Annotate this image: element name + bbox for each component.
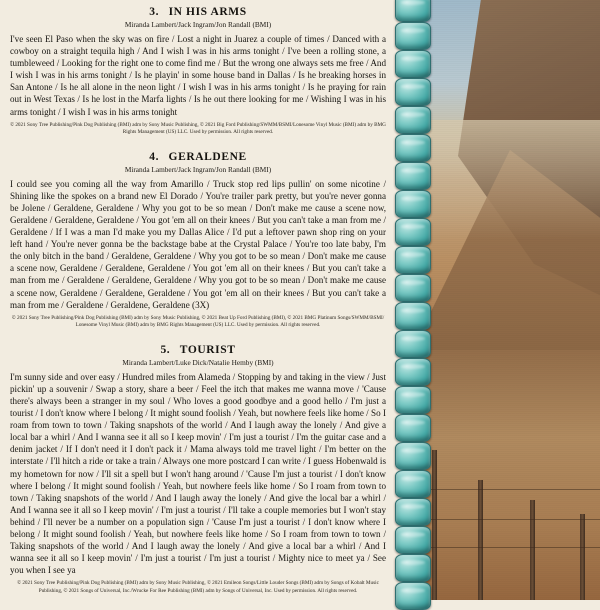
song-number: 3.	[149, 6, 160, 18]
bead	[395, 78, 431, 106]
bead	[395, 50, 431, 78]
song-block-tourist	[10, 344, 386, 596]
bead	[395, 162, 431, 190]
song-lyrics: I've seen El Paso when the sky was on fire / Lost a night in Juarez a couple of times / Danced with a cowboy on a straight tequila high / And I wish I was in his arms tonight / I've been a rolling stone, a tumbleweed / Looking for the right one to come find me / But the wrong one always sets me free / And I wish I was in his arms tonight / Is he playin' in some house band in Dallas / Is he breaking horses in San Antone / Is he all alone in the neon light / I wish I was in his arms tonight / Is he praying for rain out in West Texas / Is he lost in the Marfa lights / Is he out there looking for me / Wishing I was in his arms tonight / I wish I was in his arms tonight	[10, 34, 386, 117]
bead	[395, 134, 431, 162]
bead	[395, 190, 431, 218]
bead	[395, 274, 431, 302]
song-block-geraldene	[10, 151, 386, 330]
bead	[395, 470, 431, 498]
song-copyright: © 2021 Sony Tree Publishing/Pink Dog Publishing (BMI) adm by Sony Music Publishing, © 2021 Big Ford Publishing/SWMM/BSMI/Lonesome Vinyl Music (BMI) adm by BMG Rights Management (US) LLC. Used by permission. All rights reserved.	[10, 121, 386, 136]
bead	[395, 414, 431, 442]
desert-photo	[420, 0, 600, 600]
bead	[395, 330, 431, 358]
song-block-in-his-arms	[10, 6, 386, 137]
song-credits: Miranda Lambert/Luke Dick/Natalie Hemby (BMI)	[122, 357, 274, 367]
bead	[395, 106, 431, 134]
song-lyrics: I'm sunny side and over easy / Hundred miles from Alameda / Stopping by and taking in the view / Just pickin' up a souvenir / Swap a story, share a beer / Feel the itch that makes me wanna move / 'Cause there's always been a stranger in my soul / Who loves a good goodbye and a good hello / I'm just a tourist / I don't know where I belong / It might sound foolish / Yeah, but nowhere feels like home / So I roam from town to town / Taking snapshots of the world / And I laugh away the lonely / And give a local bar a whirl / And I wanna see it all so I keep movin' / I'm just a tourist / I'm the guitar case and a denim jacket / If I don't need it I don't pack it / Mama always told me travel light / I'm better on the interstate / I'll hitch a ride or take a train / Always one more postcard I can write / I guess Hobenwald is my hometown for now / I'll sit a spell but I won't hang around / 'Cause I'm just a tourist / I don't know where I belong / It might sound foolish / Yeah, but nowhere feels like home / So I roam from town to town / Taking snapshots of the world / And I laugh away the lonely / And give the local bar a whirl / And I wanna see it all so I keep movin' / I'm just a tourist / I'll take a couple memories but I won't stay behind / I'll never be a number on a population sign / 'Cause I'm just a tourist / I don't know where I belong / It might sound foolish / Yeah, but nowhere feels like home / So I roam from town to town / Taking snapshots of the world / And I laugh away the lonely / And give a local bar a whirl / And I wanna see it all so I keep movin' / I'm just a tourist / I'm just a tourist / Mighty nice to meet ya / See you when I see ya	[10, 371, 386, 576]
song-name: TOURIST	[179, 343, 236, 356]
song-copyright: © 2021 Sony Tree Publishing/Pink Dog Publishing (BMI) adm by Sony Music Publishing, © 2021 Beat Up Ford Publishing (BMI), © 2021 BMG Platinum Songs/SWMM/BSMI/ Lonesome Vinyl Music (BMI) adm by BMG Rights Management (US) LLC. Used by permission. All rights reserved.	[11, 314, 385, 329]
bead	[395, 358, 431, 386]
song-title	[10, 151, 386, 163]
bead	[395, 218, 431, 246]
song-credits: Miranda Lambert/Jack Ingram/Jon Randall (BMI)	[124, 164, 272, 174]
song-number: 4.	[149, 150, 160, 163]
bead	[395, 442, 431, 470]
bead	[395, 498, 431, 526]
song-copyright: © 2021 Sony Tree Publishing/Pink Dog Publishing (BMI) adm by Sony Music Publishing, © 2021 Emileon Songs/Little Louder Songs (BMI) adm by Songs of Kobalt Music Publishing, © 2021 Songs of Universal, Inc./Wrucke For Ree Publishing (BMI) adm by Songs of Universal, Inc. Used by permission. All rights reserved.	[17, 580, 379, 594]
song-name: GERALDENE	[168, 150, 247, 163]
song-credits: Miranda Lambert/Jack Ingram/Jon Randall (BMI)	[124, 20, 272, 29]
photo-grain	[420, 0, 600, 600]
bead	[395, 582, 431, 610]
turquoise-bead-chain	[395, 0, 429, 600]
bead	[395, 386, 431, 414]
song-title	[10, 344, 386, 356]
bead	[395, 0, 431, 22]
bead	[395, 554, 431, 582]
bead	[395, 302, 431, 330]
bead	[395, 22, 431, 50]
song-title	[10, 6, 386, 18]
song-lyrics: I could see you coming all the way from Amarillo / Truck stop red lips pullin' on some nicotine / Shining like the spokes on a brand new El Dorado / You're trailer park pretty, but you're never gonna be Jolene / Geraldene, Geraldene / Why you got to be so mean / Don't make me cause a scene now, Geraldene / Geraldene, Geraldene / You got 'em all on their knees / But you can't take a man from me / Geraldene / If I was a man I'd make you my Dallas Alice / I'd put a leftover pawn shop ring on your left hand / You're never gonna be the backstage babe at the Crystal Palace / You're too late baby, I'm the only bitch in the band / Geraldene, Geraldene / Why you got to be so mean / Don't make me cause a scene now, Geraldene / Geraldene, Geraldene / You got 'em all on their knees / But you can't take a man from me / Geraldene / Geraldene, Geraldene / Why you got to be so mean / Don't make me cause a scene now, Geraldene / Geraldene, Geraldene / You got 'em all on their knees / But you can't take a man from me / Geraldene / Geraldene, Geraldene (3X)	[10, 178, 386, 310]
bead	[395, 246, 431, 274]
song-number: 5.	[160, 343, 171, 356]
bead	[395, 526, 431, 554]
song-name: IN HIS ARMS	[168, 6, 247, 18]
